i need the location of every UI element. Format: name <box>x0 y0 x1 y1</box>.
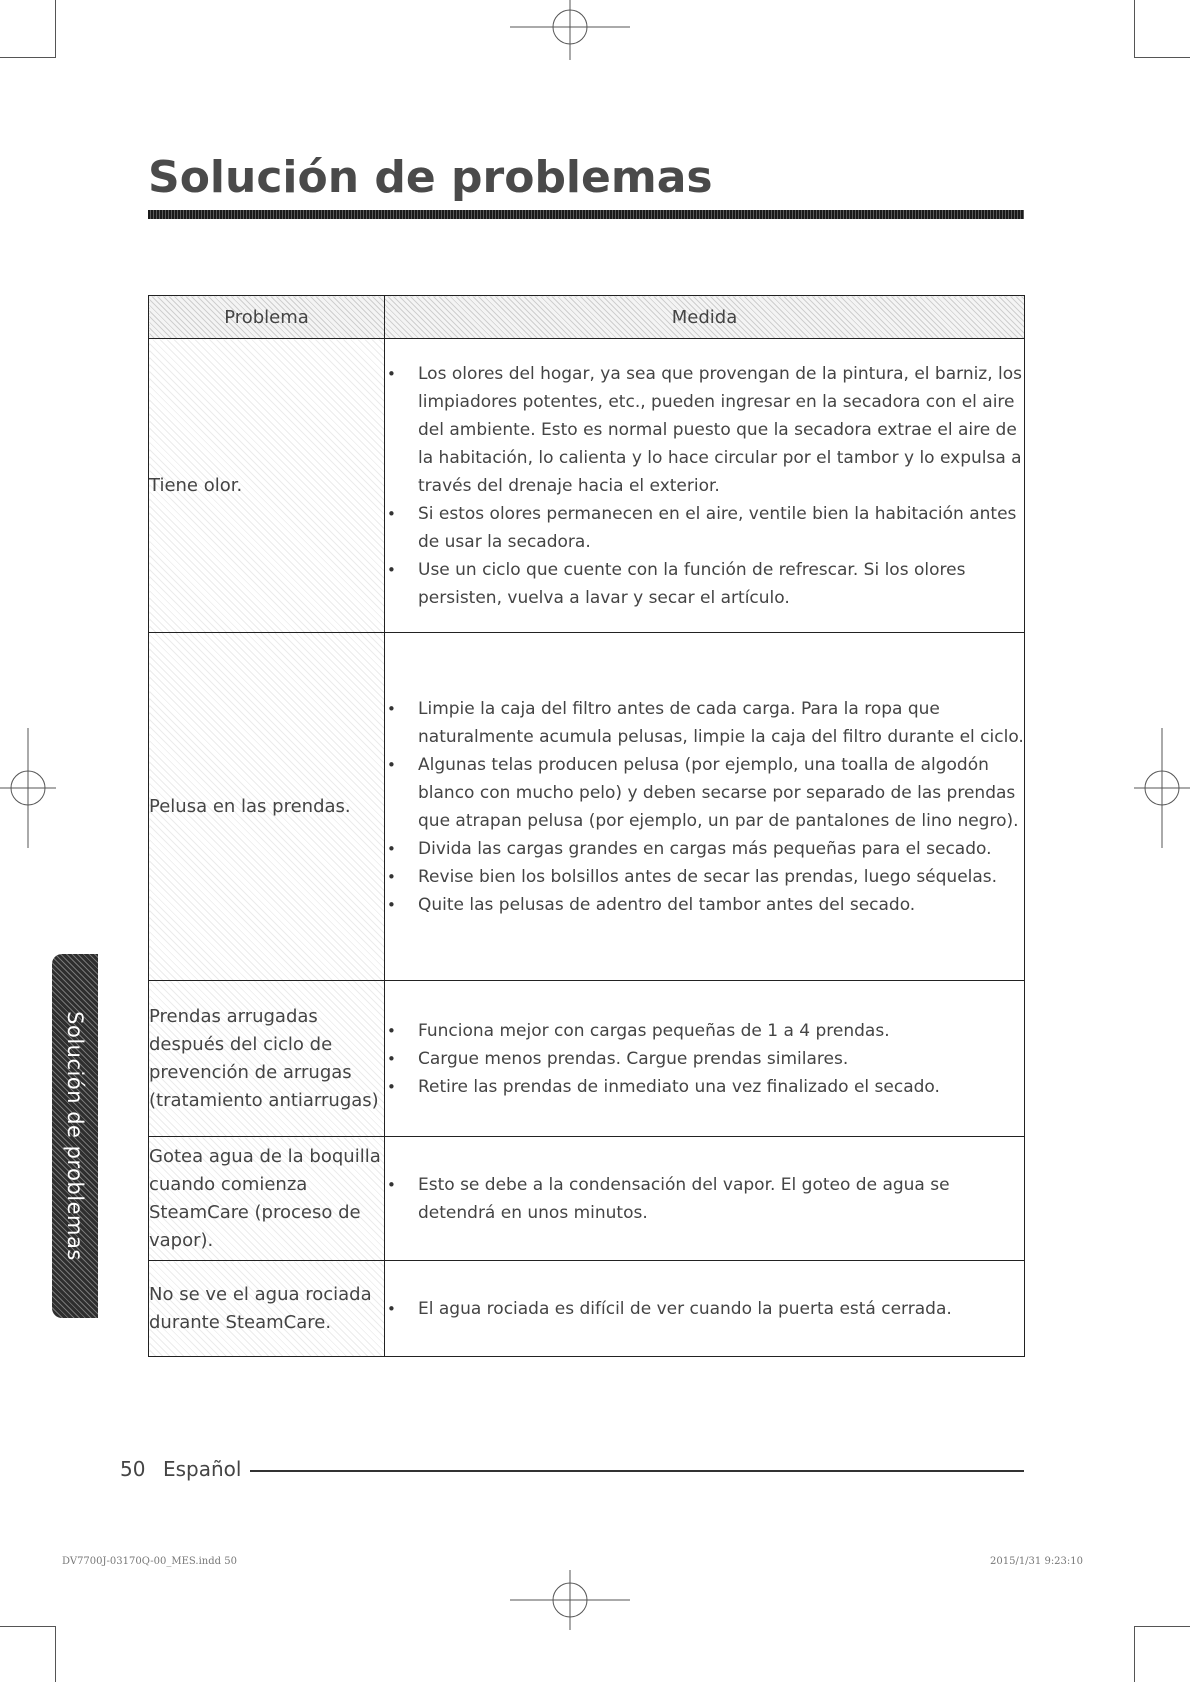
table-row <box>149 1261 1025 1357</box>
solution-item: • Limpie la caja del filtro antes de cada carga. Para la ropa que naturalmente acumula pelusas, limpie la caja del filtro durante el ciclo. <box>385 695 1024 751</box>
print-timestamp: 2015/1/31 9:23:10 <box>990 1556 1084 1567</box>
solution-list <box>385 695 1024 919</box>
crop-mark <box>1134 0 1135 57</box>
print-file-info: DV7700J-03170Q-00_MES.indd 50 <box>62 1556 237 1567</box>
solution-cell <box>385 339 1025 633</box>
table-row <box>149 1137 1025 1261</box>
table-row <box>149 633 1025 981</box>
solution-item: • Retire las prendas de inmediato una vez finalizado el secado. <box>385 1073 1024 1101</box>
solution-item: • Algunas telas producen pelusa (por ejemplo, una toalla de algodón blanco con mucho pelo) y deben secarse por separado de las prendas que atrapan pelusa (por ejemplo, un par de pantalones de lino negro). <box>385 751 1024 835</box>
table-header-row <box>149 296 1025 339</box>
problem-cell: Pelusa en las prendas. <box>149 633 385 981</box>
page-number: 50 <box>120 1457 146 1481</box>
solution-item: • Use un ciclo que cuente con la función de refrescar. Si los olores persisten, vuelva a lavar y secar el artículo. <box>385 556 1024 612</box>
solution-list <box>385 1017 1024 1101</box>
registration-target-icon <box>1134 728 1190 848</box>
troubleshooting-table <box>148 295 1025 1357</box>
solution-cell <box>385 981 1025 1137</box>
solution-list <box>385 1295 1024 1323</box>
crop-mark <box>0 1626 56 1627</box>
solution-item: • Divida las cargas grandes en cargas más pequeñas para el secado. <box>385 835 1024 863</box>
column-header-solution: Medida <box>385 296 1025 339</box>
problem-cell: Tiene olor. <box>149 339 385 633</box>
footer-language: Español <box>163 1457 242 1481</box>
table-row <box>149 339 1025 633</box>
solution-item: • Esto se debe a la condensación del vapor. El goteo de agua se detendrá en unos minutos. <box>385 1171 1024 1227</box>
column-header-problem: Problema <box>149 296 385 339</box>
solution-list <box>385 1171 1024 1227</box>
solution-cell <box>385 1137 1025 1261</box>
solution-item: • Si estos olores permanecen en el aire, ventile bien la habitación antes de usar la secadora. <box>385 500 1024 556</box>
crop-mark <box>55 0 56 57</box>
registration-target-icon <box>0 728 56 848</box>
solution-list <box>385 360 1024 612</box>
problem-cell: No se ve el agua rociada durante SteamCare. <box>149 1261 385 1357</box>
solution-cell <box>385 633 1025 981</box>
table-row <box>149 981 1025 1137</box>
crop-mark <box>1134 1626 1135 1682</box>
problem-cell: Prendas arrugadas después del ciclo de prevención de arrugas (tratamiento antiarrugas) <box>149 981 385 1137</box>
solution-item: • Funciona mejor con cargas pequeñas de 1 a 4 prendas. <box>385 1017 1024 1045</box>
solution-item: • Quite las pelusas de adentro del tambor antes del secado. <box>385 891 1024 919</box>
page-title: Solución de problemas <box>148 152 713 203</box>
crop-mark <box>55 1626 56 1682</box>
solution-item: • Revise bien los bolsillos antes de secar las prendas, luego séquelas. <box>385 863 1024 891</box>
solution-item: • El agua rociada es difícil de ver cuando la puerta está cerrada. <box>385 1295 1024 1323</box>
chapter-side-tab-label: Solución de problemas <box>63 1011 87 1261</box>
crop-mark <box>1134 57 1190 58</box>
registration-target-icon <box>510 0 630 60</box>
registration-target-icon <box>510 1570 630 1630</box>
footer-rule <box>250 1470 1024 1472</box>
crop-mark <box>0 57 56 58</box>
solution-cell <box>385 1261 1025 1357</box>
solution-item: • Cargue menos prendas. Cargue prendas similares. <box>385 1045 1024 1073</box>
title-rule <box>148 210 1024 219</box>
solution-item: • Los olores del hogar, ya sea que provengan de la pintura, el barniz, los limpiadores potentes, etc., pueden ingresar en la secadora con el aire del ambiente. Esto es normal puesto que la secadora extrae el aire de la habitación, lo calienta y lo hace circular por el tambor y lo expulsa a través del drenaje hacia el exterior. <box>385 360 1024 500</box>
crop-mark <box>1134 1626 1190 1627</box>
problem-cell: Gotea agua de la boquilla cuando comienza SteamCare (proceso de vapor). <box>149 1137 385 1261</box>
